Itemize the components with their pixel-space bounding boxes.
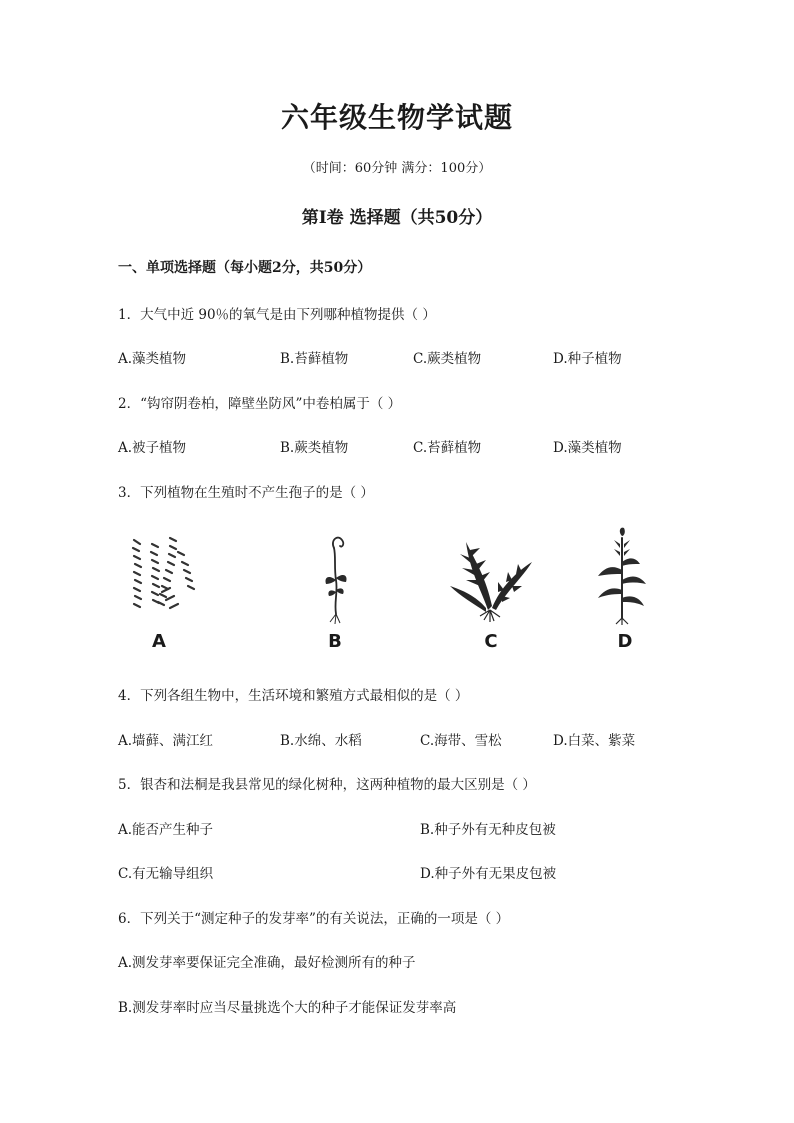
- question-2-option-c: C.苔藓植物: [413, 440, 482, 456]
- question-5-option-a: A.能否产生种子: [118, 822, 214, 838]
- question-3-figure: [118, 522, 678, 654]
- question-4-option-c: C.海带、雪松: [420, 733, 502, 749]
- moss-illustration: [118, 522, 208, 627]
- question-3-stem: 3．下列植物在生殖时不产生孢子的是（ ）: [118, 485, 374, 501]
- question-5-option-c: C.有无输导组织: [118, 866, 214, 882]
- question-6-option-a: A.测发芽率要保证完全准确，最好检测所有的种子: [118, 955, 416, 971]
- figure-d-grass: [580, 522, 670, 654]
- sprout-illustration: [290, 522, 380, 627]
- grass-illustration: [580, 522, 670, 627]
- question-4-option-a: A.墙藓、满江红: [118, 733, 214, 749]
- question-2-option-a: A.被子植物: [118, 440, 187, 456]
- question-2-stem: 2．“钩帘阴卷柏，障壁坐防风”中卷柏属于（ ）: [118, 396, 402, 412]
- figure-c-label: C: [484, 631, 498, 652]
- exam-title: 六年级生物学试题: [280, 101, 513, 134]
- question-5-option-b: B.种子外有无种皮包被: [420, 822, 556, 838]
- question-1-option-c: C.蕨类植物: [413, 351, 482, 367]
- question-6-stem: 6．下列关于“测定种子的发芽率”的有关说法，正确的一项是（ ）: [118, 911, 510, 927]
- figure-b-label: B: [328, 631, 342, 652]
- exam-subtitle: （时间：60分钟 满分：100分）: [302, 161, 492, 176]
- question-1-option-b: B.苔藓植物: [280, 351, 349, 367]
- question-1-stem: 1．大气中近 90％的氧气是由下列哪种植物提供（ ）: [118, 307, 436, 323]
- question-1-option-a: A.藻类植物: [118, 351, 187, 367]
- figure-b-sprout: [290, 522, 380, 654]
- question-2-option-d: D.藻类植物: [553, 440, 622, 456]
- question-4-stem: 4．下列各组生物中，生活环境和繁殖方式最相似的是（ ）: [118, 688, 469, 704]
- figure-d-label: D: [617, 631, 633, 652]
- figure-a-moss: [118, 522, 208, 654]
- figure-a-label: A: [152, 631, 166, 652]
- question-4-option-d: D.白菜、紫菜: [553, 733, 636, 749]
- part-title: 第Ⅰ卷 选择题（共50分）: [301, 208, 493, 228]
- question-5-option-d: D.种子外有无果皮包被: [420, 866, 557, 882]
- section-heading: 一、单项选择题（每小题2分，共50分）: [118, 260, 372, 276]
- fern-illustration: [436, 522, 546, 627]
- question-2-option-b: B.蕨类植物: [280, 440, 349, 456]
- figure-c-fern: [436, 522, 526, 654]
- question-5-stem: 5．银杏和法桐是我县常见的绿化树种，这两种植物的最大区别是（ ）: [118, 777, 536, 793]
- question-6-option-b: B.测发芽率时应当尽量挑选个大的种子才能保证发芽率高: [118, 1000, 457, 1016]
- question-1-option-d: D.种子植物: [553, 351, 622, 367]
- question-4-option-b: B.水绵、水稻: [280, 733, 362, 749]
